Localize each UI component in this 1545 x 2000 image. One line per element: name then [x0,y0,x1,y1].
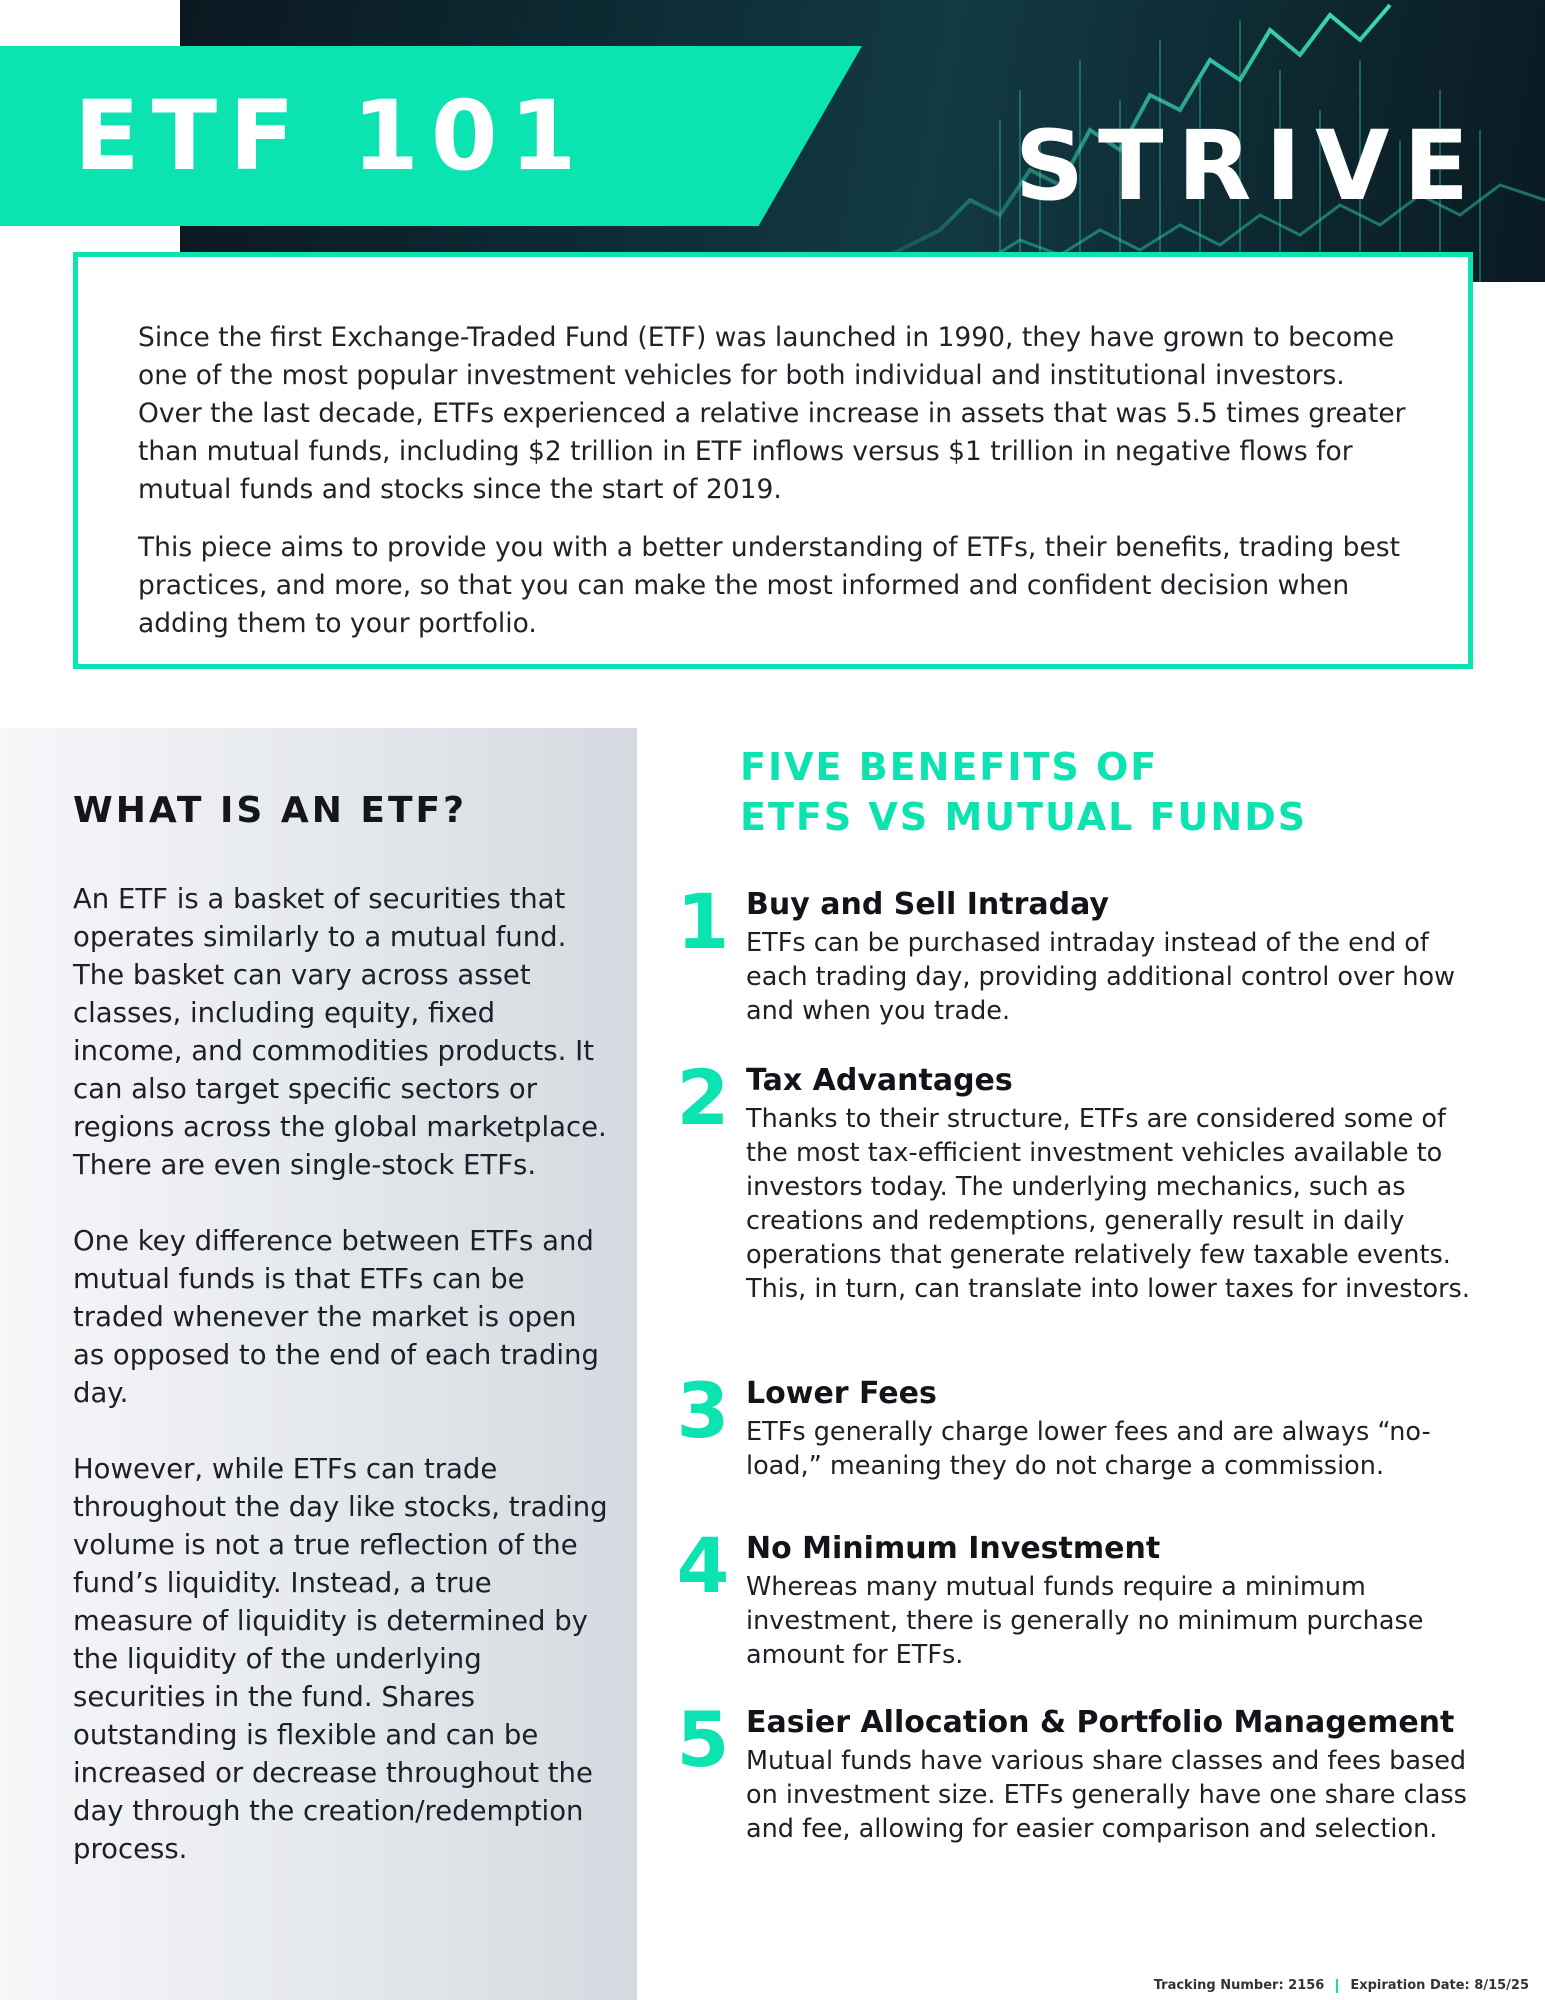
benefit-number: 3 [676,1366,730,1455]
intro-box [73,252,1473,669]
benefit-text: ETFs generally charge lower fees and are always “no-load,” meaning they do not charge a commission. [746,1417,1431,1481]
what-is-etf-heading: WHAT IS AN ETF? [73,790,467,831]
benefit-title: Easier Allocation & Portfolio Management [746,1705,1455,1740]
strive-logo: STRIVE [1014,110,1483,222]
benefit-text: Mutual funds have various share classes and fees based on investment size. ETFs generally have one share class and fee, allowing for easier comparison and selection. [746,1746,1467,1844]
footer [1154,1978,1529,1993]
tracking-number: Tracking Number: 2156 [1153,1978,1325,1993]
benefit-number: 1 [676,877,730,966]
benefit-item-4 [668,1521,1488,1672]
benefit-number: 4 [676,1521,730,1610]
what-is-etf-body [73,880,613,1906]
intro-paragraph: Since the first Exchange-Traded Fund (ETF) was launched in 1990, they have grown to become one of the most popular investment vehicles for both individual and institutional investors. Over the last decade, ETFs experienced a relative increase in assets that was 5.5 times greater than mutual funds, including $2 trillion in ETF inflows versus $1 trillion in negative flows for mutual funds and stocks since the start of 2019. [138,322,1406,505]
expiration-date: Expiration Date: 8/15/25 [1350,1978,1529,1993]
benefits-heading [740,742,1307,842]
what-is-paragraph: An ETF is a basket of securities that operates similarly to a mutual fund. The basket can vary across asset classes, including equity, fixed income, and commodities products. It can also target specific sectors or regions across the global marketplace. There are even single-stock ETFs. [73,883,607,1181]
benefit-item-2 [668,1053,1488,1306]
benefits-heading-line1: FIVE BENEFITS OF [740,745,1159,789]
benefit-text: ETFs can be purchased intraday instead of the end of each trading day, providing additional control over how and when you trade. [746,928,1455,1026]
benefit-text: Whereas many mutual funds require a minimum investment, there is generally no minimum purchase amount for ETFs. [746,1572,1424,1670]
what-is-paragraph: However, while ETFs can trade throughout the day like stocks, trading volume is not a true reflection of the fund’s liquidity. Instead, a true measure of liquidity is determined by the liquidity of the underlying securities in the fund. Shares outstanding is flexible and can be increased or decrease throughout the day through the creation/redemption process. [73,1453,608,1865]
benefit-title: No Minimum Investment [746,1531,1161,1566]
benefits-heading-line2: ETFS VS MUTUAL FUNDS [740,795,1308,839]
page-title: ETF 101 [74,80,589,192]
benefit-number: 5 [676,1695,730,1784]
benefit-title: Lower Fees [746,1376,937,1411]
intro-paragraph: This piece aims to provide you with a better understanding of ETFs, their benefits, trading best practices, and more, so that you can make the most informed and confident decision when adding them to your portfolio. [138,532,1400,639]
what-is-etf-panel [0,728,637,2000]
benefit-item-1 [668,877,1488,1028]
benefit-number: 2 [676,1053,730,1142]
benefit-title: Buy and Sell Intraday [746,887,1109,922]
what-is-paragraph: One key difference between ETFs and mutual funds is that ETFs can be traded whenever the market is open as opposed to the end of each trading day. [73,1225,599,1409]
benefit-title: Tax Advantages [746,1063,1013,1098]
benefit-text: Thanks to their structure, ETFs are considered some of the most tax-efficient investment vehicles available to investors today. The underlying mechanics, such as creations and redemptions, generally result in daily operations that generate relatively few taxable events. This, in turn, can translate into lower taxes for investors. [746,1104,1470,1304]
benefit-item-3 [668,1366,1488,1483]
footer-divider [1336,1979,1338,1993]
benefit-item-5 [668,1695,1488,1846]
